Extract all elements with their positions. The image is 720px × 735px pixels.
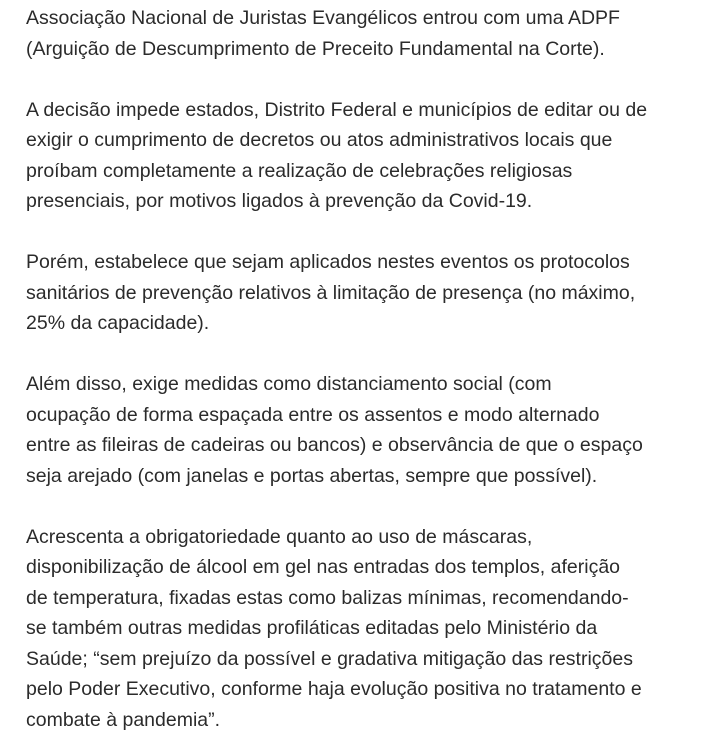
text-line: (Arguição de Descumprimento de Preceito Fundamental na Corte). — [26, 34, 706, 65]
text-line: combate à pandemia”. — [26, 705, 706, 735]
text-line: Porém, estabelece que sejam aplicados nestes eventos os protocolos — [26, 247, 706, 278]
text-line: 25% da capacidade). — [26, 308, 706, 339]
paragraph-masks — [26, 522, 706, 735]
text-line: Acrescenta a obrigatoriedade quanto ao uso de máscaras, — [26, 522, 706, 553]
text-line: proíbam completamente a realização de celebrações religiosas — [26, 156, 706, 187]
article-body — [26, 3, 706, 735]
text-line: Associação Nacional de Juristas Evangélicos entrou com uma ADPF — [26, 3, 706, 34]
text-line: pelo Poder Executivo, conforme haja evolução positiva no tratamento e — [26, 674, 706, 705]
paragraph-decision — [26, 95, 706, 217]
text-line: ocupação de forma espaçada entre os assentos e modo alternado — [26, 400, 706, 431]
text-line: Além disso, exige medidas como distanciamento social (com — [26, 369, 706, 400]
paragraph-protocols — [26, 247, 706, 339]
text-line: Saúde; “sem prejuízo da possível e gradativa mitigação das restrições — [26, 644, 706, 675]
text-line: seja arejado (com janelas e portas abertas, sempre que possível). — [26, 461, 706, 492]
text-line: A decisão impede estados, Distrito Federal e municípios de editar ou de — [26, 95, 706, 126]
text-line: se também outras medidas profiláticas editadas pelo Ministério da — [26, 613, 706, 644]
text-line: entre as fileiras de cadeiras ou bancos) e observância de que o espaço — [26, 430, 706, 461]
text-line: de temperatura, fixadas estas como balizas mínimas, recomendando- — [26, 583, 706, 614]
text-line: sanitários de prevenção relativos à limitação de presença (no máximo, — [26, 278, 706, 309]
text-line: exigir o cumprimento de decretos ou atos administrativos locais que — [26, 125, 706, 156]
paragraph-adpf — [26, 3, 706, 64]
text-line: disponibilização de álcool em gel nas entradas dos templos, aferição — [26, 552, 706, 583]
text-line: presenciais, por motivos ligados à prevenção da Covid-19. — [26, 186, 706, 217]
paragraph-distancing — [26, 369, 706, 491]
